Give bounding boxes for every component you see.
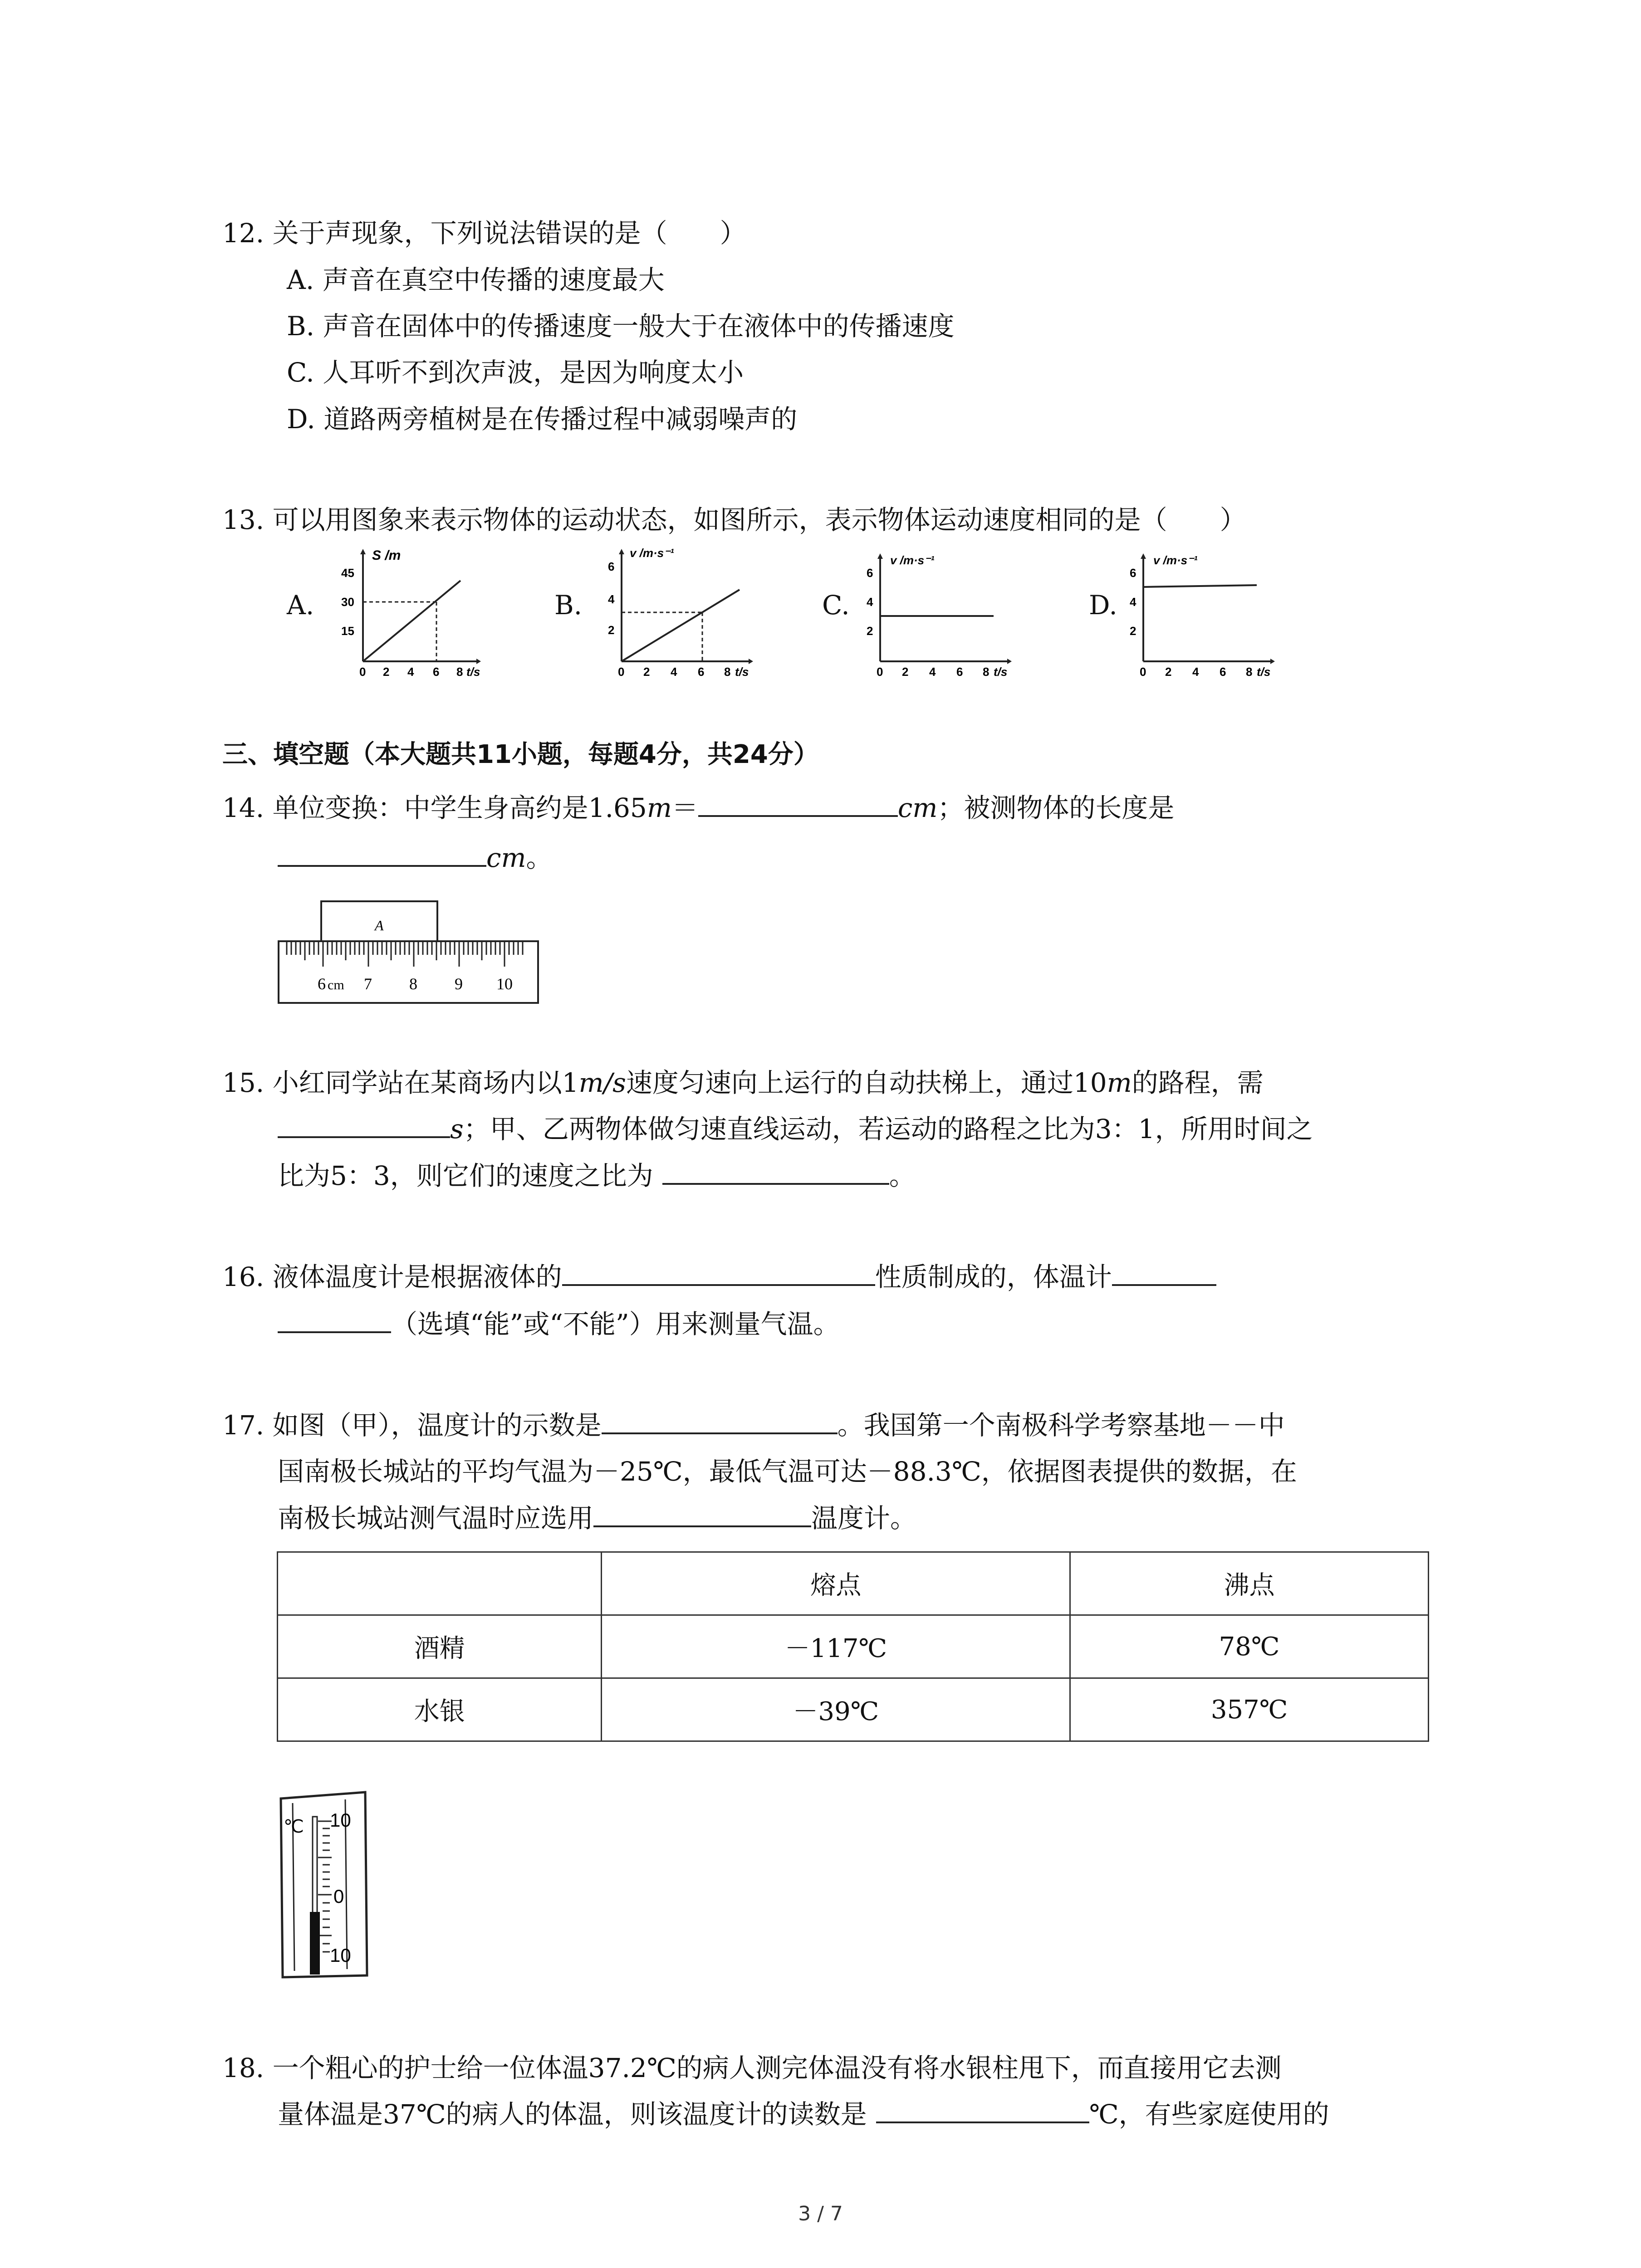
graph-c-ylabel: v /m·s⁻¹ <box>890 553 935 567</box>
table-cell: 78℃ <box>1070 1615 1429 1678</box>
q12-option-d: D. 道路两旁植树是在传播过程中减弱噪声的 <box>287 404 798 435</box>
graph-d-ytick-2: 2 <box>1130 624 1136 638</box>
graph-d-xtick-8: 8 <box>1246 665 1253 679</box>
graph-b-ylabel: v /m·s⁻¹ <box>630 546 674 560</box>
ruler-unit: cm <box>328 978 344 992</box>
page-number: 3 / 7 <box>798 2202 843 2225</box>
q14-blank-1[interactable] <box>698 812 898 817</box>
graph-a-ytick-15: 15 <box>341 624 354 638</box>
graph-c-xtick-2: 2 <box>902 665 909 679</box>
ruler-tick-6: 6 <box>318 975 326 993</box>
graph-a-xtick-2: 2 <box>383 665 390 679</box>
q14-end: 。 <box>526 842 553 873</box>
q16-blank-2b[interactable] <box>278 1329 391 1333</box>
graph-c-ytick-6: 6 <box>867 566 873 580</box>
q17-line-3 <box>278 1503 917 1534</box>
q18-text-2: 量体温是37℃的病人的体温，则该温度计的读数是 <box>278 2099 867 2130</box>
graph-b-xtick-8: 8 <box>724 665 731 679</box>
graph-d <box>1125 549 1275 680</box>
q13-label-a: A. <box>287 590 314 621</box>
q14-text-2: ；被测物体的长度是 <box>937 792 1175 823</box>
q15-text-2: 速度匀速向上运行的自动扶梯上，通过10 <box>626 1067 1107 1098</box>
q12-stem: 12. 关于声现象，下列说法错误的是（ ） <box>222 218 746 249</box>
q17-line-1 <box>222 1410 1285 1441</box>
thermometer-tick-10-top: 10 <box>330 1809 351 1831</box>
ruler-tick-8: 8 <box>409 975 417 993</box>
graph-d-ytick-6: 6 <box>1130 566 1136 580</box>
q14-unit-m: m <box>647 792 672 823</box>
graph-a-xtick-0: 0 <box>359 665 366 679</box>
table-header-row <box>278 1552 1429 1615</box>
graph-c-xtick-0: 0 <box>877 665 883 679</box>
q12-option-a: A. 声音在真空中传播的速度最大 <box>287 264 665 295</box>
q15-unit-ms: m/s <box>578 1067 626 1098</box>
q18-blank-1[interactable] <box>876 2119 1089 2123</box>
q17-blank-1[interactable] <box>602 1430 838 1434</box>
table-row <box>278 1615 1429 1678</box>
graph-d-xtick-4: 4 <box>1192 665 1199 679</box>
thermometer-tick-10-bottom: 10 <box>330 1945 351 1966</box>
ruler-tick-9: 9 <box>455 975 463 993</box>
graph-a-ytick-45: 45 <box>341 566 354 580</box>
melting-boiling-table <box>277 1551 1429 1742</box>
q16-line-2 <box>278 1311 840 1337</box>
graph-d-ytick-4: 4 <box>1130 595 1136 609</box>
q13-label-b: B. <box>554 590 583 621</box>
graph-b-ytick-4: 4 <box>608 592 615 606</box>
q13-label-d: D. <box>1089 590 1117 621</box>
graph-d-xtick-0: 0 <box>1140 665 1146 679</box>
graph-d-ylabel: v /m·s⁻¹ <box>1153 553 1198 567</box>
q12-option-c: C. 人耳听不到次声波，是因为响度太小 <box>287 357 744 388</box>
graph-c <box>862 549 1012 680</box>
q15-unit-m: m <box>1107 1067 1132 1098</box>
q15-text-5: 比为5：3，则它们的速度之比为 <box>278 1160 653 1191</box>
q16-blank-2a[interactable] <box>1112 1281 1216 1286</box>
graph-c-xtick-6: 6 <box>956 665 963 679</box>
graph-a-ylabel: S /m <box>372 548 401 563</box>
table-cell: 水银 <box>278 1678 602 1741</box>
q15-blank-1[interactable] <box>278 1134 450 1138</box>
q13-label-c: C. <box>822 590 850 621</box>
graph-a-xtick-4: 4 <box>407 665 414 679</box>
q16-text-2: 性质制成的，体温计 <box>875 1261 1112 1292</box>
q15-text-1: 15. 小红同学站在某商场内以1 <box>222 1067 579 1098</box>
graph-a-line <box>363 581 460 661</box>
q18-text-3: ℃，有些家庭使用的 <box>1089 2099 1329 2130</box>
q17-text-2: 。我国第一个南极科学考察基地－－中 <box>837 1410 1285 1441</box>
q17-text-4: 南极长城站测气温时应选用 <box>278 1503 594 1534</box>
graph-a-xtick-8: 8 <box>456 665 463 679</box>
graph-b-xtick-4: 4 <box>671 665 677 679</box>
graph-d-xtick-6: 6 <box>1220 665 1226 679</box>
q18-line-2 <box>278 2099 1329 2130</box>
q16-text-3: （选填“能”或“不能”）用来测量气温。 <box>391 1309 840 1339</box>
thermometer-tick-0: 0 <box>333 1886 344 1907</box>
q14-unit-cm-2: cm <box>486 842 526 873</box>
q17-text-1: 17. 如图（甲），温度计的示数是 <box>222 1410 602 1441</box>
q16-line-1 <box>222 1261 1216 1292</box>
graph-b-xtick-2: 2 <box>643 665 650 679</box>
q17-blank-2[interactable] <box>593 1523 811 1527</box>
graph-c-xtick-8: 8 <box>983 665 989 679</box>
ruler-tick-10: 10 <box>496 975 513 993</box>
graph-d-xlabel: t/s <box>1257 665 1271 679</box>
graph-b-xtick-6: 6 <box>698 665 705 679</box>
q12-option-b: B. 声音在固体中的传播速度一般大于在液体中的传播速度 <box>287 311 955 342</box>
table-row <box>278 1678 1429 1741</box>
graph-b <box>603 544 753 680</box>
graph-c-ytick-2: 2 <box>867 624 873 638</box>
q16-text-1: 16. 液体温度计是根据液体的 <box>222 1261 562 1292</box>
q13-stem: 13. 可以用图象来表示物体的运动状态，如图所示，表示物体运动速度相同的是（ ） <box>222 504 1246 535</box>
graph-a-xlabel: t/s <box>466 665 480 679</box>
q15-blank-2[interactable] <box>662 1180 889 1185</box>
graph-b-line <box>622 590 740 661</box>
table-header-cell <box>278 1552 602 1615</box>
table-cell: －117℃ <box>602 1615 1070 1678</box>
graph-d-line <box>1143 585 1257 587</box>
q14-blank-2[interactable] <box>278 862 486 867</box>
ruler-object-label: A <box>375 917 384 934</box>
q14-line-2 <box>278 842 553 873</box>
q15-unit-s: s <box>450 1114 464 1144</box>
q14-equals: ＝ <box>671 792 698 823</box>
graph-a <box>336 544 481 680</box>
table-cell: －39℃ <box>602 1678 1070 1741</box>
q15-line-2 <box>278 1116 1313 1142</box>
thermometer-unit: ℃ <box>284 1817 304 1837</box>
q17-text-5: 温度计。 <box>811 1503 917 1534</box>
q14-text-1: 14. 单位变换：中学生身高约是1.65 <box>222 792 647 823</box>
graph-a-ytick-30: 30 <box>341 595 354 609</box>
graph-b-ytick-2: 2 <box>608 623 615 637</box>
q14-unit-cm-1: cm <box>897 792 938 823</box>
graph-b-xlabel: t/s <box>735 665 749 679</box>
table-cell: 357℃ <box>1070 1678 1429 1741</box>
q17-line-2: 国南极长城站的平均气温为－25℃，最低气温可达－88.3℃，依据图表提供的数据，在 <box>278 1456 1297 1487</box>
graph-b-ytick-6: 6 <box>608 560 615 573</box>
graph-c-xtick-4: 4 <box>929 665 936 679</box>
table-header-boiling: 沸点 <box>1070 1552 1429 1615</box>
q15-text-3: 的路程，需 <box>1132 1067 1264 1098</box>
graph-b-xtick-0: 0 <box>618 665 625 679</box>
ruler-tick-7: 7 <box>364 975 372 993</box>
q14-line-1 <box>222 792 1175 823</box>
table-header-melting: 熔点 <box>602 1552 1070 1615</box>
graph-a-xtick-6: 6 <box>433 665 440 679</box>
q15-end: 。 <box>889 1160 916 1191</box>
table-cell: 酒精 <box>278 1615 602 1678</box>
graph-d-xtick-2: 2 <box>1165 665 1172 679</box>
q15-text-4: ；甲、乙两物体做匀速直线运动，若运动的路程之比为3：1，所用时间之 <box>463 1114 1313 1144</box>
ruler-figure <box>278 887 541 1005</box>
q16-blank-1[interactable] <box>562 1281 875 1286</box>
q15-line-1 <box>222 1067 1264 1098</box>
q18-line-1: 18. 一个粗心的护士给一位体温37.2℃的病人测完体温没有将水银柱甩下，而直接用它去测 <box>222 2053 1282 2083</box>
graph-c-xlabel: t/s <box>994 665 1008 679</box>
graph-c-ytick-4: 4 <box>867 595 873 609</box>
q15-line-3 <box>278 1160 916 1191</box>
thermometer-liquid-column <box>310 1912 320 1975</box>
section-3-title: 三、填空题（本大题共11小题，每题4分，共24分） <box>222 740 819 769</box>
thermometer-figure <box>274 1789 374 1980</box>
